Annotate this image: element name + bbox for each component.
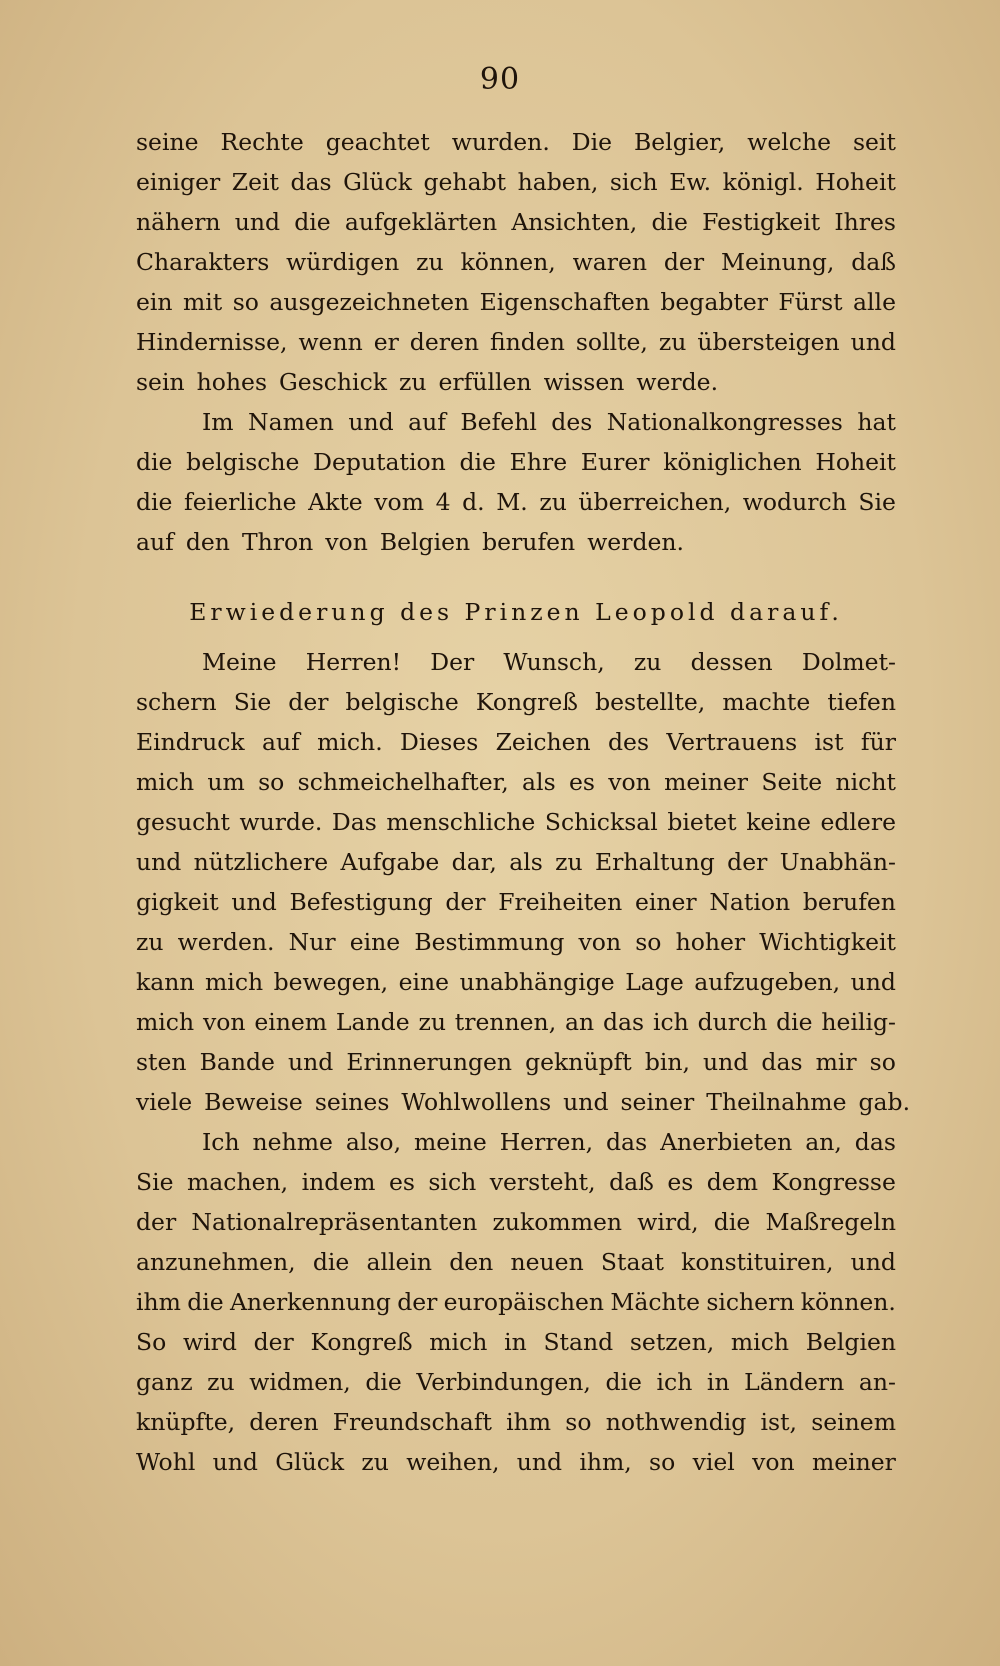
paragraph: [136, 122, 896, 402]
text-line: der Nationalrepräsentanten zukommen wird, die Maßregeln: [136, 1208, 896, 1236]
page-number: 90: [479, 62, 521, 97]
text-line: einiger Zeit das Glück gehabt haben, sich Ew. königl. Hoheit: [136, 168, 896, 196]
text-line: Wohl und Glück zu weihen, und ihm, so viel von meiner: [136, 1448, 896, 1476]
text-line: auf den Thron von Belgien berufen werden.: [136, 528, 684, 556]
text-line: mich von einem Lande zu trennen, an das ich durch die heilig-: [136, 1008, 896, 1036]
text-line: So wird der Kongreß mich in Stand setzen, mich Belgien: [136, 1328, 896, 1356]
text-block-bottom: [136, 642, 911, 1482]
text-line: Eindruck auf mich. Dieses Zeichen des Vertrauens ist für: [136, 728, 896, 756]
text-line: gesucht wurde. Das menschliche Schicksal bietet keine edlere: [136, 808, 896, 836]
text-line: Meine Herren! Der Wunsch, zu dessen Dolmet-: [202, 648, 896, 676]
paragraph: [136, 642, 911, 1122]
text-line: Ich nehme also, meine Herren, das Anerbieten an, das: [202, 1128, 896, 1156]
text-line: gigkeit und Befestigung der Freiheiten einer Nation berufen: [136, 888, 896, 916]
text-line: sten Bande und Erinnerungen geknüpft bin, und das mir so: [136, 1048, 896, 1076]
section-heading: Erwiederung des Prinzen Leopold darauf.: [189, 598, 843, 626]
text-line: nähern und die aufgeklärten Ansichten, die Festigkeit Ihres: [136, 208, 896, 236]
text-line: mich um so schmeichelhafter, als es von meiner Seite nicht: [136, 768, 896, 796]
text-line: knüpfte, deren Freundschaft ihm so nothwendig ist, seinem: [136, 1408, 896, 1436]
text-line: seine Rechte geachtet wurden. Die Belgier, welche seit: [136, 128, 896, 156]
text-line: schern Sie der belgische Kongreß bestellte, machte tiefen: [136, 688, 896, 716]
text-line: ein mit so ausgezeichneten Eigenschaften begabter Fürst alle: [136, 288, 896, 316]
text-line: Hindernisse, wenn er deren finden sollte, zu übersteigen und: [136, 328, 896, 356]
text-line: zu werden. Nur eine Bestimmung von so hoher Wichtigkeit: [136, 928, 896, 956]
paragraph: [136, 1122, 896, 1482]
text-line: die feierliche Akte vom 4 d. M. zu überreichen, wodurch Sie: [136, 488, 896, 516]
text-line: viele Beweise seines Wohlwollens und seiner Theilnahme gab.: [136, 1088, 911, 1116]
text-line: anzunehmen, die allein den neuen Staat konstituiren, und: [136, 1248, 896, 1276]
text-line: die belgische Deputation die Ehre Eurer königlichen Hoheit: [136, 448, 896, 476]
paragraph: [136, 402, 896, 562]
text-line: Sie machen, indem es sich versteht, daß es dem Kongresse: [136, 1168, 896, 1196]
text-line: Im Namen und auf Befehl des Nationalkongresses hat: [202, 408, 896, 436]
text-line: Charakters würdigen zu können, waren der Meinung, daß: [136, 248, 896, 276]
text-block-top: [136, 122, 896, 562]
text-line: und nützlichere Aufgabe dar, als zu Erhaltung der Unabhän-: [136, 848, 896, 876]
text-line: sein hohes Geschick zu erfüllen wissen werde.: [136, 368, 719, 396]
text-line: ganz zu widmen, die Verbindungen, die ich in Ländern an-: [136, 1368, 896, 1396]
text-line: kann mich bewegen, eine unabhängige Lage aufzugeben, und: [136, 968, 896, 996]
text-line: ihm die Anerkennung der europäischen Mächte sichern können.: [136, 1288, 896, 1316]
